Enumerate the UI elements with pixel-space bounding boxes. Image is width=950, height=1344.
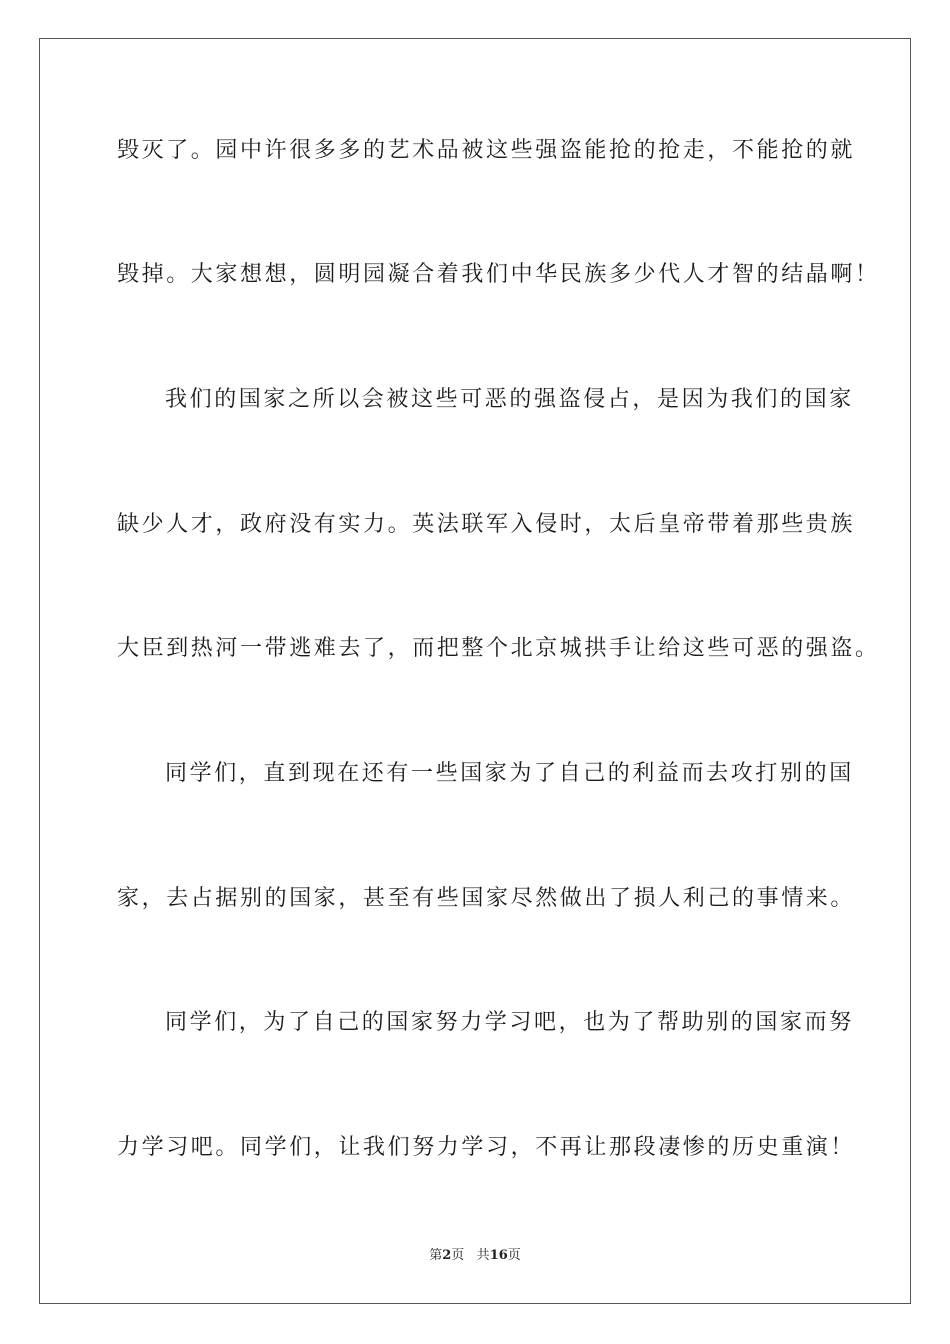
body-line-5: 大臣到热河一带逃难去了，而把整个北京城拱手让给这些可恶的强盗。 [117,636,880,661]
page-border [39,38,911,1304]
body-line-9: 力学习吧。同学们，让我们努力学习，不再让那段凄惨的历史重演！ [117,1135,856,1160]
page-number: 2 [442,1248,452,1263]
body-line-4: 缺少人才，政府没有实力。英法联军入侵时，太后皇帝带着那些贵族 [117,512,856,537]
body-line-7: 家，去占据别的国家，甚至有些国家尽然做出了损人利己的事情来。 [117,886,856,911]
page-footer [0,1247,950,1265]
body-line-1: 毁灭了。园中许很多多的艺术品被这些强盗能抢的抢走，不能抢的就 [117,138,856,163]
body-line-2: 毁掉。大家想想，圆明园凝合着我们中华民族多少代人才智的结晶啊！ [117,262,880,287]
body-line-6: 同学们，直到现在还有一些国家为了自己的利益而去攻打别的国 [165,761,854,786]
body-line-8: 同学们，为了自己的国家努力学习吧，也为了帮助别的国家而努 [165,1010,854,1035]
page-suffix: 页 [451,1248,465,1263]
page-prefix: 第 [429,1248,443,1263]
total-prefix: 共 [476,1248,490,1263]
body-line-3: 我们的国家之所以会被这些可恶的强盗侵占，是因为我们的国家 [165,387,854,412]
total-suffix: 页 [507,1248,521,1263]
total-pages: 16 [489,1248,508,1263]
